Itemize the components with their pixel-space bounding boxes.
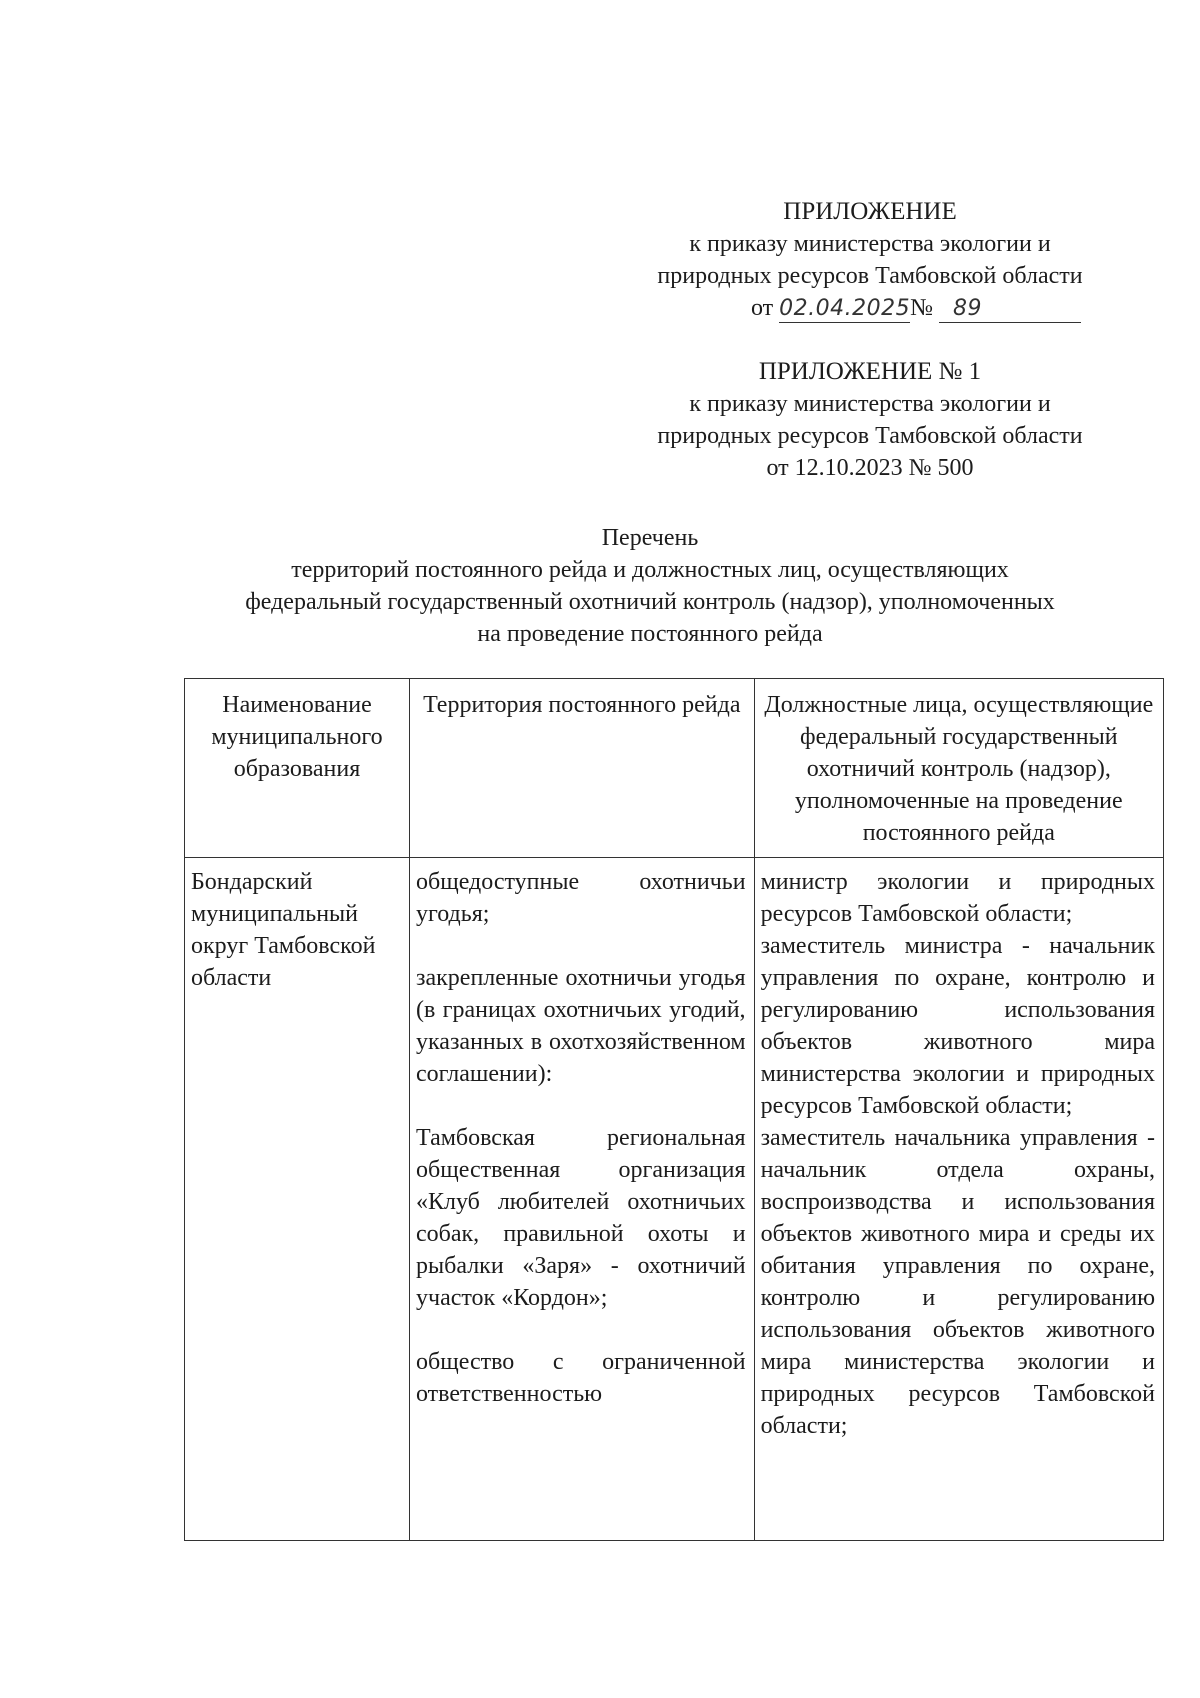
appendix-line-1: к приказу министерства экологии и xyxy=(689,231,1051,257)
appendix-title: ПРИЛОЖЕНИЕ № 1 xyxy=(758,358,982,385)
cell-municipality: Бондарский муниципальный округ Тамбовской области xyxy=(185,858,410,1541)
title-line-3: федеральный государственный охотничий контроль (надзор), уполномоченных xyxy=(245,589,1055,615)
number-sign: № xyxy=(910,295,934,321)
territory-item: Тамбовская региональная общественная организация «Клуб любителей охотничьих собак, правильной охоты и рыбалки «Заря» - охотничий участок «Кордон»; xyxy=(416,1125,746,1311)
handwritten-number: 89 xyxy=(939,296,1081,323)
title-line-2: территорий постоянного рейда и должностных лиц, осуществляющих xyxy=(291,557,1009,583)
official-item: министр экологии и природных ресурсов Тамбовской области; xyxy=(760,869,1155,927)
handwritten-date: 02.04.2025 xyxy=(779,296,911,321)
appendix-current-header xyxy=(600,196,1140,324)
appendix-date-prefix: от xyxy=(750,295,774,321)
official-item: заместитель начальника управления - начальник отдела охраны, воспроизводства и использования объектов животного мира и среды их обитания управления по охране, контролю и регулированию использования объектов животного мира министерства экологии и природных ресурсов Тамбовской области; xyxy=(760,1125,1155,1439)
territory-item: общедоступные охотничьи угодья; xyxy=(416,869,746,927)
appendix-original-header xyxy=(600,356,1140,484)
territory-item: общество с ограниченной ответственностью xyxy=(416,1349,746,1407)
cell-officials xyxy=(754,858,1163,1541)
header-officials: Должностные лица, осуществляющие федеральный государственный охотничий контроль (надзор), уполномоченные на проведение постоянного рейда xyxy=(754,679,1163,858)
territory-item: закрепленные охотничьи угодья (в границах охотничьих угодий, указанных в охотхозяйственном соглашении): xyxy=(416,965,746,1087)
header-territory: Территория постоянного рейда xyxy=(410,679,755,858)
table-row xyxy=(185,858,1164,1541)
raid-table xyxy=(184,678,1164,1541)
title-line-4: на проведение постоянного рейда xyxy=(477,621,823,647)
table-header-row xyxy=(185,679,1164,858)
title-line-1: Перечень xyxy=(601,525,699,551)
appendix-date-line xyxy=(600,292,1140,324)
cell-territory xyxy=(410,858,755,1541)
official-item: заместитель министра - начальник управления по охране, контролю и регулированию использования объектов животного мира министерства экологии и природных ресурсов Тамбовской области; xyxy=(760,933,1155,1119)
appendix-line-3: от 12.10.2023 № 500 xyxy=(766,455,974,481)
appendix-line-1: к приказу министерства экологии и xyxy=(689,391,1051,417)
appendix-line-2: природных ресурсов Тамбовской области xyxy=(657,263,1083,289)
appendix-title: ПРИЛОЖЕНИЕ xyxy=(783,198,957,225)
header-municipality: Наименование муниципального образования xyxy=(185,679,410,858)
document-title xyxy=(150,522,1150,650)
appendix-line-2: природных ресурсов Тамбовской области xyxy=(657,423,1083,449)
